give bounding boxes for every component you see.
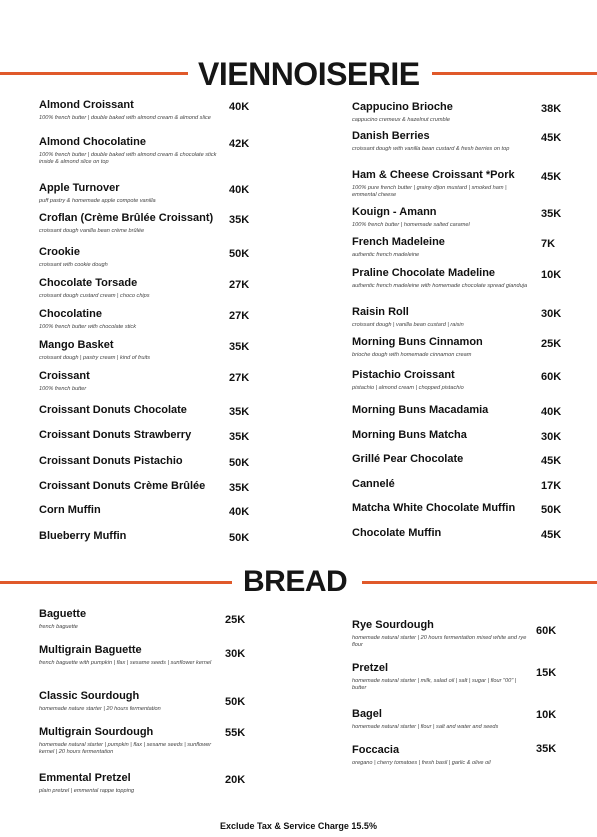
- viennoiserie-heading: VIENNOISERIE: [198, 56, 420, 92]
- menu-item-description: authentic french madeleine with homemade chocolate spread gianduja: [352, 283, 528, 289]
- menu-item-price: 25K: [541, 338, 562, 350]
- menu-item-name: Croissant Donuts Pistachio: [39, 455, 183, 467]
- menu-item: [39, 530, 219, 543]
- menu-item: [39, 404, 219, 417]
- menu-item: [39, 504, 219, 517]
- menu-item-price: 30K: [541, 308, 562, 320]
- menu-item-price: 50K: [229, 457, 250, 469]
- menu-item-description: croissant dough vanilla bean crème brûlée: [39, 228, 145, 234]
- menu-item-name: Emmental Pretzel: [39, 772, 131, 784]
- menu-item-price: 45K: [541, 171, 562, 183]
- menu-item-price: 35K: [229, 406, 250, 418]
- menu-item-description: brioche dough with homemade cinnamon cream: [352, 352, 472, 358]
- menu-item-name: Kouign - Amann: [352, 206, 437, 218]
- tax-note: Exclude Tax & Service Charge 15.5%: [220, 821, 377, 831]
- menu-item-price: 30K: [541, 431, 562, 443]
- menu-item: [39, 772, 214, 795]
- menu-item: [352, 101, 532, 124]
- menu-item-price: 35K: [229, 431, 250, 443]
- menu-item-description: cappucino cremeux & hazelnut crumble: [352, 117, 450, 123]
- bread-rule-left: [0, 581, 232, 584]
- menu-item-description: plain pretzel | emmental rappe topping: [39, 788, 135, 794]
- menu-item: [39, 608, 214, 631]
- menu-item-price: 27K: [229, 279, 250, 291]
- menu-item-name: Foccacia: [352, 744, 400, 756]
- menu-item-description: puff pastry & homemade apple compote vanilla: [39, 198, 156, 204]
- menu-item: [39, 644, 214, 667]
- menu-item: [352, 619, 527, 649]
- menu-item-price: 45K: [541, 529, 562, 541]
- menu-item-name: Raisin Roll: [352, 306, 409, 318]
- menu-item-name: Multigrain Sourdough: [39, 726, 154, 738]
- menu-item-name: Apple Turnover: [39, 182, 120, 194]
- menu-item: [39, 182, 219, 205]
- menu-item-name: Croissant: [39, 370, 90, 382]
- menu-item-description: 100% french butter | homemade salted caramel: [352, 222, 470, 228]
- menu-item-description: croissant dough custard cream | choco chips: [39, 293, 150, 299]
- menu-item-name: French Madeleine: [352, 236, 445, 248]
- menu-item-description: authentic french madeleine: [352, 252, 420, 258]
- menu-item-price: 25K: [225, 614, 246, 626]
- menu-item-name: Pretzel: [352, 662, 389, 674]
- menu-item: [352, 478, 532, 491]
- menu-item: [352, 404, 532, 417]
- menu-item-price: 60K: [536, 625, 557, 637]
- menu-item-price: 35K: [536, 743, 557, 755]
- menu-item-name: Mango Basket: [39, 339, 114, 351]
- menu-item-description: croissant with cookie dough: [39, 262, 108, 268]
- menu-item: [352, 206, 532, 229]
- menu-item-name: Morning Buns Matcha: [352, 429, 467, 441]
- menu-item-price: 45K: [541, 132, 562, 144]
- bread-heading: BREAD: [243, 565, 348, 598]
- menu-item-name: Chocolate Torsade: [39, 277, 138, 289]
- menu-item-price: 35K: [541, 208, 562, 220]
- menu-item: [39, 308, 219, 331]
- menu-item: [39, 136, 219, 166]
- menu-item-name: Danish Berries: [352, 130, 430, 142]
- menu-item: [352, 453, 532, 466]
- menu-item-description: croissant dough | pastry cream | kind of fruits: [39, 355, 151, 361]
- menu-item-price: 35K: [229, 482, 250, 494]
- menu-item-name: Morning Buns Macadamia: [352, 404, 489, 416]
- menu-item-name: Grillé Pear Chocolate: [352, 453, 464, 465]
- menu-item-price: 10K: [541, 269, 562, 281]
- menu-item: [39, 277, 219, 300]
- menu-item-name: Corn Muffin: [39, 504, 101, 516]
- menu-item-name: Morning Buns Cinnamon: [352, 336, 483, 348]
- menu-item-price: 55K: [225, 727, 246, 739]
- menu-item: [352, 708, 527, 731]
- menu-item-description: 100% pure french butter | grainy dijon mustard | smoked ham | emmental cheese: [352, 185, 507, 198]
- menu-item: [352, 502, 532, 515]
- menu-item-description: homemade natural starter | pumpkin | flax | sesame seeds | sunflower kernel | 20 hours fermentation: [39, 742, 212, 755]
- menu-item-price: 40K: [229, 101, 250, 113]
- menu-item-name: Rye Sourdough: [352, 619, 434, 631]
- menu-item-description: french baguette: [39, 624, 78, 630]
- menu-item: [39, 429, 219, 442]
- menu-item-price: 35K: [229, 341, 250, 353]
- menu-item: [39, 455, 219, 468]
- menu-item-description: homemade natural starter | flour | salt and water and seeds: [352, 724, 499, 730]
- menu-item-name: Almond Croissant: [39, 99, 134, 111]
- menu-item-description: homemade nature starter | 20 hours fermentation: [39, 706, 161, 712]
- menu-item: [39, 726, 214, 756]
- menu-item-name: Baguette: [39, 608, 87, 620]
- menu-item-name: Croissant Donuts Strawberry: [39, 429, 192, 441]
- menu-item-name: Croflan (Crème Brûlée Croissant): [39, 212, 214, 224]
- menu-item-price: 50K: [225, 696, 246, 708]
- menu-item-description: homemade natural starter | 20 hours fermentation mixed white and rye flour: [352, 635, 527, 648]
- menu-item-price: 17K: [541, 480, 562, 492]
- menu-item-name: Ham & Cheese Croissant *Pork: [352, 169, 515, 181]
- menu-item: [39, 370, 219, 393]
- menu-item: [39, 339, 219, 362]
- menu-item-name: Classic Sourdough: [39, 690, 140, 702]
- viennoiserie-rule-right: [432, 72, 597, 75]
- menu-item-name: Multigrain Baguette: [39, 644, 142, 656]
- menu-item-name: Cappucino Brioche: [352, 101, 453, 113]
- menu-item-description: french baguette with pumpkin | flax | sesame seeds | sunflower kernel: [39, 660, 212, 666]
- menu-item-price: 40K: [541, 406, 562, 418]
- menu-item-description: 100% french butter: [39, 386, 87, 392]
- menu-item: [352, 429, 532, 442]
- menu-item-description: 100% french butter | double baked with almond cream & almond slice: [39, 115, 211, 121]
- menu-item-price: 45K: [541, 455, 562, 467]
- menu-item-name: Croissant Donuts Crème Brûlée: [39, 480, 206, 492]
- menu-item-description: croissant dough | vanilla bean custard | raisin: [352, 322, 464, 328]
- menu-item-description: croissant dough with vanilla bean custard & fresh berries on top: [352, 146, 510, 152]
- menu-item: [352, 169, 532, 199]
- menu-item-description: 100% french butter with chocolate stick: [39, 324, 137, 330]
- menu-item-price: 20K: [225, 774, 246, 786]
- menu-item-price: 50K: [229, 248, 250, 260]
- menu-item: [352, 236, 532, 259]
- menu-item-price: 40K: [229, 184, 250, 196]
- menu-item-price: 50K: [541, 504, 562, 516]
- menu-item-name: Matcha White Chocolate Muffin: [352, 502, 516, 514]
- menu-item-price: 27K: [229, 310, 250, 322]
- menu-item-price: 7K: [541, 238, 556, 250]
- menu-item-name: Cannelé: [352, 478, 395, 490]
- menu-item: [39, 246, 219, 269]
- menu-item-description: pistachio | almond cream | chopped pistachio: [352, 385, 464, 391]
- menu-item: [352, 336, 532, 359]
- menu-item-price: 42K: [229, 138, 250, 150]
- menu-item-price: 50K: [229, 532, 250, 544]
- menu-item: [352, 267, 532, 290]
- menu-item: [352, 306, 532, 329]
- menu-item: [352, 662, 527, 692]
- menu-item-name: Bagel: [352, 708, 382, 720]
- menu-item-price: 30K: [225, 648, 246, 660]
- menu-item: [352, 527, 532, 540]
- menu-item: [39, 212, 219, 235]
- bread-rule-right: [362, 581, 597, 584]
- menu-item-description: homemade natural starter | milk, salad oil | salt | sugar | flour "00" | butter: [352, 678, 517, 691]
- menu-item: [352, 130, 532, 153]
- menu-item-price: 40K: [229, 506, 250, 518]
- menu-item-name: Croissant Donuts Chocolate: [39, 404, 187, 416]
- menu-item-description: 100% french butter | double baked with almond cream & chocolate stick inside & almond slice on top: [39, 152, 217, 165]
- menu-item: [39, 690, 214, 713]
- menu-item-price: 15K: [536, 667, 557, 679]
- menu-item: [39, 480, 219, 493]
- menu-item-name: Chocolatine: [39, 308, 102, 320]
- menu-item-price: 35K: [229, 214, 250, 226]
- menu-item-price: 27K: [229, 372, 250, 384]
- menu-item: [352, 369, 532, 392]
- menu-item-price: 10K: [536, 709, 557, 721]
- menu-item-description: oregano | cherry tomatoes | fresh basil | garlic & olive oil: [352, 760, 491, 766]
- menu-item: [39, 99, 219, 122]
- menu-item-name: Pistachio Croissant: [352, 369, 455, 381]
- menu-item: [352, 744, 527, 767]
- menu-item-name: Blueberry Muffin: [39, 530, 127, 542]
- menu-item-name: Crookie: [39, 246, 80, 258]
- menu-item-price: 60K: [541, 371, 562, 383]
- viennoiserie-rule-left: [0, 72, 188, 75]
- menu-item-name: Chocolate Muffin: [352, 527, 442, 539]
- menu-item-price: 38K: [541, 103, 562, 115]
- menu-item-name: Almond Chocolatine: [39, 136, 146, 148]
- menu-item-name: Praline Chocolate Madeline: [352, 267, 496, 279]
